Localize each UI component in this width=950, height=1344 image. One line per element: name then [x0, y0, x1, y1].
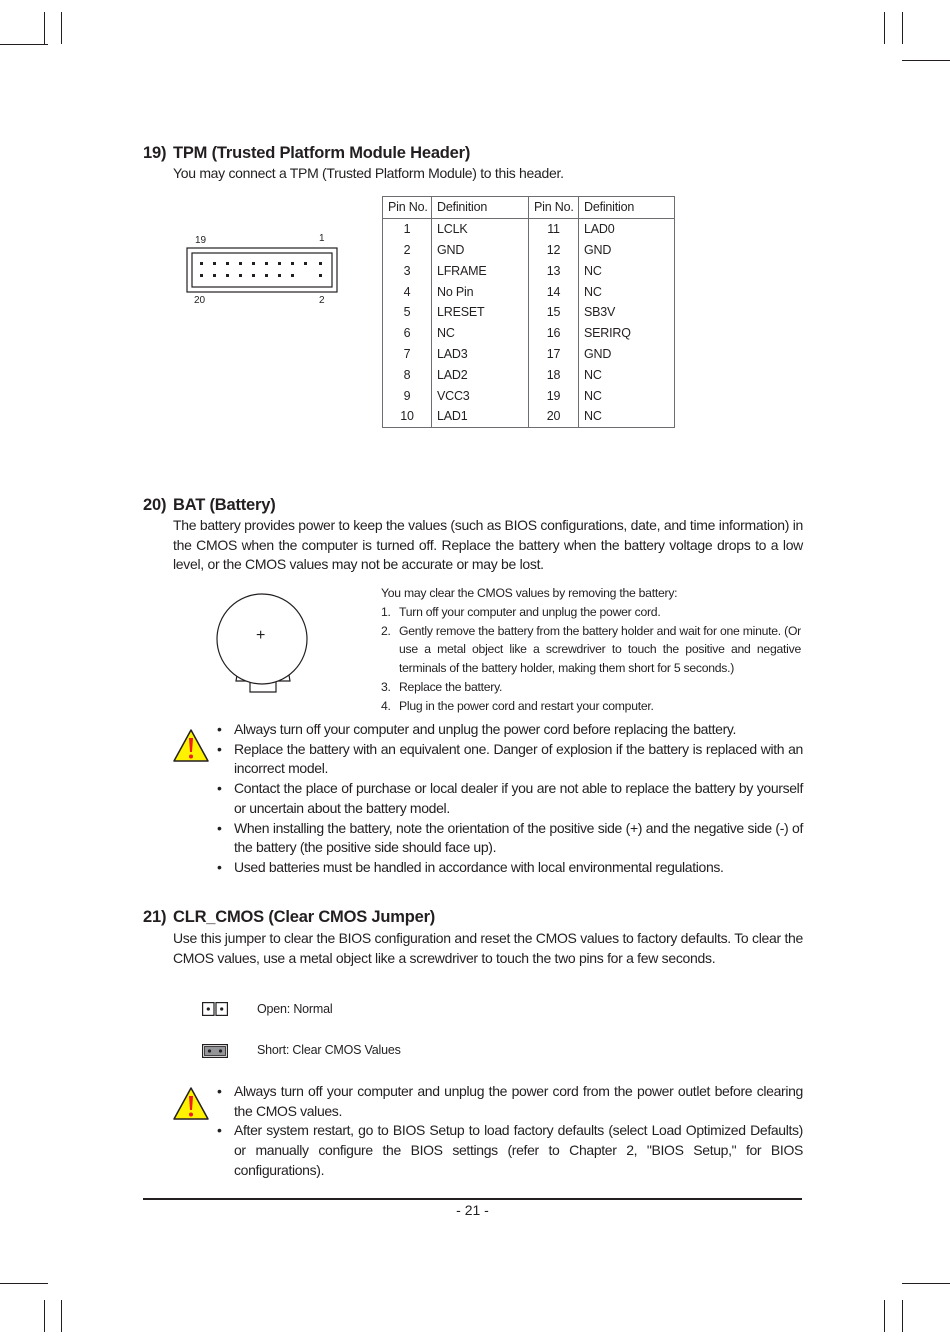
crop-mark	[902, 60, 950, 61]
table-cell: 17	[529, 344, 579, 365]
table-cell: NC	[579, 364, 675, 385]
bullet: •	[217, 819, 222, 836]
table-cell: LCLK	[432, 218, 529, 239]
list-item	[381, 678, 801, 697]
tpm-pin-label-1: 1	[319, 233, 325, 244]
table-header: Pin No.	[383, 197, 432, 219]
tpm-pin-table	[382, 196, 675, 428]
table-cell: 7	[383, 344, 432, 365]
crop-mark	[61, 12, 62, 44]
tpm-pin-label-2: 2	[319, 295, 325, 306]
step-text: Turn off your computer and unplug the power cord.	[399, 604, 661, 619]
table-cell: 4	[383, 281, 432, 302]
table-row	[383, 260, 675, 281]
warning-icon	[172, 728, 210, 764]
list-item	[381, 697, 801, 716]
table-cell: GND	[432, 240, 529, 261]
table-cell: VCC3	[432, 385, 529, 406]
step-number: 2.	[381, 623, 391, 638]
table-cell: SERIRQ	[579, 323, 675, 344]
battery-warning-list	[217, 720, 803, 878]
table-cell: LAD3	[432, 344, 529, 365]
table-cell: 15	[529, 302, 579, 323]
table-cell: 5	[383, 302, 432, 323]
table-cell: 1	[383, 218, 432, 239]
table-cell: LRESET	[432, 302, 529, 323]
crop-mark	[44, 1300, 45, 1332]
tpm-description-text: You may connect a TPM (Trusted Platform Module) to this header.	[173, 165, 564, 181]
table-cell: 2	[383, 240, 432, 261]
bat-description	[173, 516, 803, 575]
table-header-row	[383, 197, 675, 219]
table-cell: 18	[529, 364, 579, 385]
table-cell: 14	[529, 281, 579, 302]
table-cell: NC	[579, 281, 675, 302]
table-cell: 6	[383, 323, 432, 344]
tpm-heading	[143, 144, 470, 163]
list-item	[217, 740, 803, 779]
table-cell: NC	[579, 260, 675, 281]
table-cell: NC	[432, 323, 529, 344]
table-row	[383, 385, 675, 406]
crop-mark	[884, 12, 885, 44]
warning-text: Always turn off your computer and unplug the power cord before replacing the battery.	[234, 721, 737, 737]
table-header: Pin No.	[529, 197, 579, 219]
warning-text: Replace the battery with an equivalent one. Danger of explosion if the battery is replaced with an incorrect model.	[234, 740, 803, 777]
crop-mark	[61, 1300, 62, 1332]
warning-text: When installing the battery, note the orientation of the positive side (+) and the negative side (-) of the battery (the positive side should face up).	[234, 819, 803, 856]
table-row	[383, 323, 675, 344]
bullet: •	[217, 721, 222, 737]
tpm-header-diagram	[186, 247, 338, 293]
clr-cmos-warning-list	[217, 1082, 803, 1181]
crop-mark	[902, 1300, 903, 1332]
table-row	[383, 302, 675, 323]
table-cell: 9	[383, 385, 432, 406]
bullet: •	[217, 780, 222, 797]
table-cell: LAD2	[432, 364, 529, 385]
table-header: Definition	[432, 197, 529, 219]
table-cell: 12	[529, 240, 579, 261]
warning-text: After system restart, go to BIOS Setup to load factory defaults (select Load Optimized Defaults) or manually configure the BIOS settings (refer to Chapter 2, "BIOS Setup," for BIOS configurations).	[234, 1122, 803, 1178]
bullet: •	[217, 1083, 222, 1099]
list-item	[217, 858, 803, 878]
list-item	[217, 720, 803, 740]
page-number: - 21 -	[456, 1202, 489, 1218]
bat-number: 20)	[143, 496, 167, 514]
bullet: •	[217, 1122, 222, 1139]
jumper-short-label: Short: Clear CMOS Values	[257, 1043, 401, 1057]
clr-cmos-title: CLR_CMOS (Clear CMOS Jumper)	[173, 908, 436, 926]
table-header: Definition	[579, 197, 675, 219]
table-cell: GND	[579, 344, 675, 365]
clr-cmos-description	[173, 929, 803, 968]
table-cell: 19	[529, 385, 579, 406]
table-cell: SB3V	[579, 302, 675, 323]
list-item	[217, 1082, 803, 1121]
bullet: •	[217, 740, 222, 757]
step-text: Plug in the power cord and restart your computer.	[399, 698, 654, 713]
crop-mark	[0, 44, 48, 45]
warning-text: Used batteries must be handled in accordance with local environmental regulations.	[234, 858, 724, 875]
list-item	[381, 622, 801, 678]
table-cell: 3	[383, 260, 432, 281]
list-item	[381, 603, 801, 622]
table-row	[383, 218, 675, 239]
table-cell: NC	[579, 406, 675, 427]
crop-mark	[0, 1283, 48, 1284]
tpm-pin-label-19: 19	[195, 235, 207, 246]
table-cell: 20	[529, 406, 579, 427]
jumper-open-label: Open: Normal	[257, 1002, 333, 1016]
warning-text: Contact the place of purchase or local dealer if you are not able to replace the battery by yourself or uncertain about the battery model.	[234, 780, 803, 816]
table-row	[383, 240, 675, 261]
battery-plus-icon: +	[256, 627, 266, 644]
step-number: 1.	[381, 604, 391, 619]
warning-icon	[172, 1086, 210, 1122]
list-item	[217, 1121, 803, 1180]
step-text: Replace the battery.	[399, 679, 503, 694]
table-row	[383, 281, 675, 302]
jumper-open-icon	[202, 1002, 228, 1016]
list-item	[217, 819, 803, 858]
footer-rule	[143, 1198, 802, 1200]
tpm-description	[173, 164, 803, 184]
table-cell: 13	[529, 260, 579, 281]
list-item	[217, 779, 803, 818]
table-cell: LAD1	[432, 406, 529, 427]
step-number: 4.	[381, 698, 391, 713]
crop-mark	[902, 1283, 950, 1284]
jumper-short-icon	[202, 1044, 228, 1058]
bat-title: BAT (Battery)	[173, 496, 276, 514]
table-cell: LFRAME	[432, 260, 529, 281]
table-cell: LAD0	[579, 218, 675, 239]
step-text: Gently remove the battery from the battery holder and wait for one minute. (Or use a metal object like a screwdriver to touch the positive and negative terminals of the battery holder, making them short for 5 seconds.)	[399, 623, 801, 676]
bullet: •	[217, 858, 222, 875]
step-number: 3.	[381, 679, 391, 694]
clear-cmos-steps	[381, 584, 801, 716]
table-row	[383, 364, 675, 385]
warning-text: Always turn off your computer and unplug the power cord from the power outlet before clearing the CMOS values.	[234, 1083, 803, 1119]
table-row	[383, 344, 675, 365]
crop-mark	[902, 12, 903, 44]
tpm-number: 19)	[143, 144, 167, 162]
table-cell: GND	[579, 240, 675, 261]
table-row	[383, 406, 675, 427]
table-cell: 11	[529, 218, 579, 239]
bat-heading	[143, 496, 276, 515]
tpm-pin-label-20: 20	[194, 295, 206, 306]
table-cell: No Pin	[432, 281, 529, 302]
clr-cmos-heading	[143, 908, 435, 927]
clear-cmos-intro: You may clear the CMOS values by removing the battery:	[381, 586, 678, 600]
table-cell: 16	[529, 323, 579, 344]
table-cell: 10	[383, 406, 432, 427]
tpm-title: TPM (Trusted Platform Module Header)	[173, 144, 471, 162]
crop-mark	[884, 1300, 885, 1332]
clr-cmos-description-text: Use this jumper to clear the BIOS configuration and reset the CMOS values to factory defaults. To clear the CMOS values, use a metal object like a screwdriver to touch the two pins for a few seconds.	[173, 930, 803, 966]
table-cell: 8	[383, 364, 432, 385]
crop-mark	[44, 12, 45, 44]
clr-cmos-number: 21)	[143, 908, 167, 926]
table-cell: NC	[579, 385, 675, 406]
bat-description-text: The battery provides power to keep the values (such as BIOS configurations, date, and time information) in the CMOS when the computer is turned off. Replace the battery when the battery voltage drops to a low level, or the CMOS values may not be accurate or may be lost.	[173, 517, 803, 573]
